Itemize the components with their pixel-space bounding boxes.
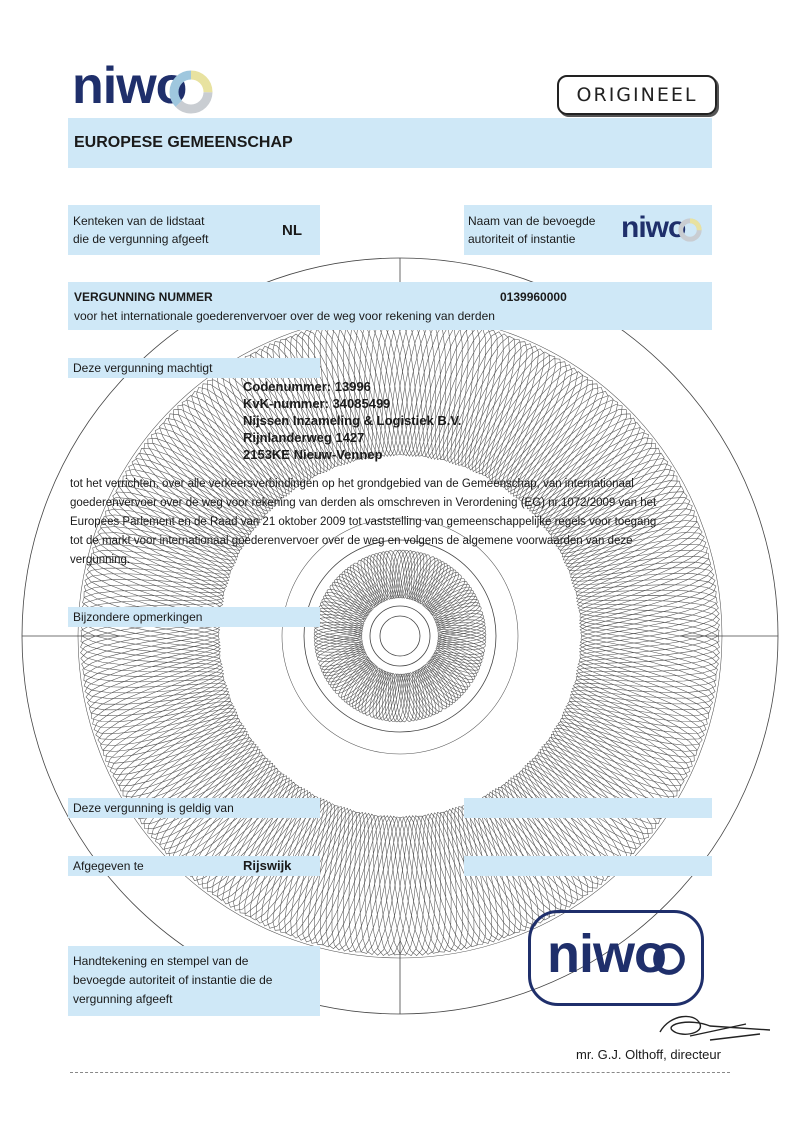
issued-label: Afgegeven te xyxy=(73,859,144,873)
body-line-4: tot de markt voor internationaal goederenvervoer over de weg en volgens de algemene voorwaarden van deze xyxy=(70,535,633,547)
niwo-ring-icon xyxy=(167,68,215,116)
guilloche-inner-wave xyxy=(315,550,484,722)
holder-label-field xyxy=(68,358,320,378)
center-ring-inner xyxy=(380,616,420,656)
body-line-5: vergunning. xyxy=(70,554,131,566)
holder-code: Codenummer: 13996 xyxy=(243,379,371,394)
holder-label: Deze vergunning machtigt xyxy=(73,361,213,375)
authority-label-1: Naam van de bevoegde xyxy=(468,214,596,228)
signature-label-2: bevoegde autoriteit of instantie die de xyxy=(73,973,273,987)
validity-value-field xyxy=(464,798,712,818)
community-header xyxy=(68,118,712,168)
handwritten-signature xyxy=(650,1006,780,1050)
issued-place: Rijswijk xyxy=(243,858,292,873)
signature-field xyxy=(68,946,320,1016)
authority-label-2: autoriteit of instantie xyxy=(468,232,576,246)
authority-logo-text: niwo xyxy=(621,211,686,244)
guilloche-inner-wave xyxy=(314,551,486,721)
issuing-state-label-2: die de vergunning afgeeft xyxy=(73,232,209,246)
guilloche-inner-wave xyxy=(315,550,485,721)
authority-field xyxy=(464,205,712,255)
guilloche-inner-wave xyxy=(314,552,486,720)
stamp-logo-text: niwo xyxy=(547,924,666,984)
community-title: EUROPESE GEMEENSCHAP xyxy=(74,134,293,151)
center-ring xyxy=(370,606,430,666)
signature-label-3: vergunning afgeeft xyxy=(73,992,173,1006)
niwo-logo-text: niwo xyxy=(72,57,187,115)
issuing-state-field xyxy=(68,205,320,255)
holder-city: 2153KE Nieuw-Vennep xyxy=(243,447,383,462)
validity-label-field xyxy=(68,798,320,818)
guilloche-inner-wave xyxy=(316,550,484,722)
holder-block xyxy=(243,378,461,463)
bottom-dashed-line xyxy=(70,1072,730,1073)
issued-date-field xyxy=(464,856,712,876)
license-subtitle: voor het internationale goederenvervoer over de weg voor rekening van derden xyxy=(74,309,495,323)
niwo-logo xyxy=(72,57,222,115)
license-title: VERGUNNING NUMMER xyxy=(74,290,213,304)
body-line-1: tot het verrichten, over alle verkeersverbindingen op het grondgebied van de Gemeenschap, van internationaal xyxy=(70,478,634,490)
guilloche-inner-wave xyxy=(315,551,486,722)
signature-label-1: Handtekening en stempel van de xyxy=(73,954,249,968)
issued-field xyxy=(68,856,320,876)
holder-kvk: KvK-nummer: 34085499 xyxy=(243,396,391,411)
body-line-3: Europees Parlement en de Raad van 21 oktober 2009 tot vaststelling van gemeenschappelijke regels voor toegang xyxy=(70,516,657,528)
validity-label: Deze vergunning is geldig van xyxy=(73,801,234,815)
authority-logo-ring-icon xyxy=(677,217,703,243)
issuing-state-label-1: Kenteken van de lidstaat xyxy=(73,214,205,228)
issuing-state-value: NL xyxy=(282,222,302,239)
guilloche-inner-wave xyxy=(314,551,486,721)
license-number: 0139960000 xyxy=(500,290,567,304)
remarks-label: Bijzondere opmerkingen xyxy=(73,610,203,624)
holder-name: Nijssen Inzameling & Logistiek B.V. xyxy=(243,413,462,428)
official-stamp xyxy=(528,910,704,1006)
guilloche-inner-wave xyxy=(316,550,485,722)
guilloche-inner-wave xyxy=(315,551,486,722)
body-line-2: goederenvervoer over de weg voor rekening van derden als omschreven in Verordening (EG) nr.1072/2009 van het xyxy=(70,497,657,509)
guilloche-inner-wave xyxy=(314,552,486,721)
origineel-stamp: ORIGINEEL xyxy=(557,75,717,115)
signatory-name: mr. G.J. Olthoff, directeur xyxy=(576,1047,721,1062)
license-field xyxy=(68,282,712,330)
holder-street: Rijnlanderweg 1427 xyxy=(243,430,365,445)
remarks-field xyxy=(68,607,320,627)
body-paragraph xyxy=(70,475,710,570)
stamp-ring-icon xyxy=(649,939,689,979)
